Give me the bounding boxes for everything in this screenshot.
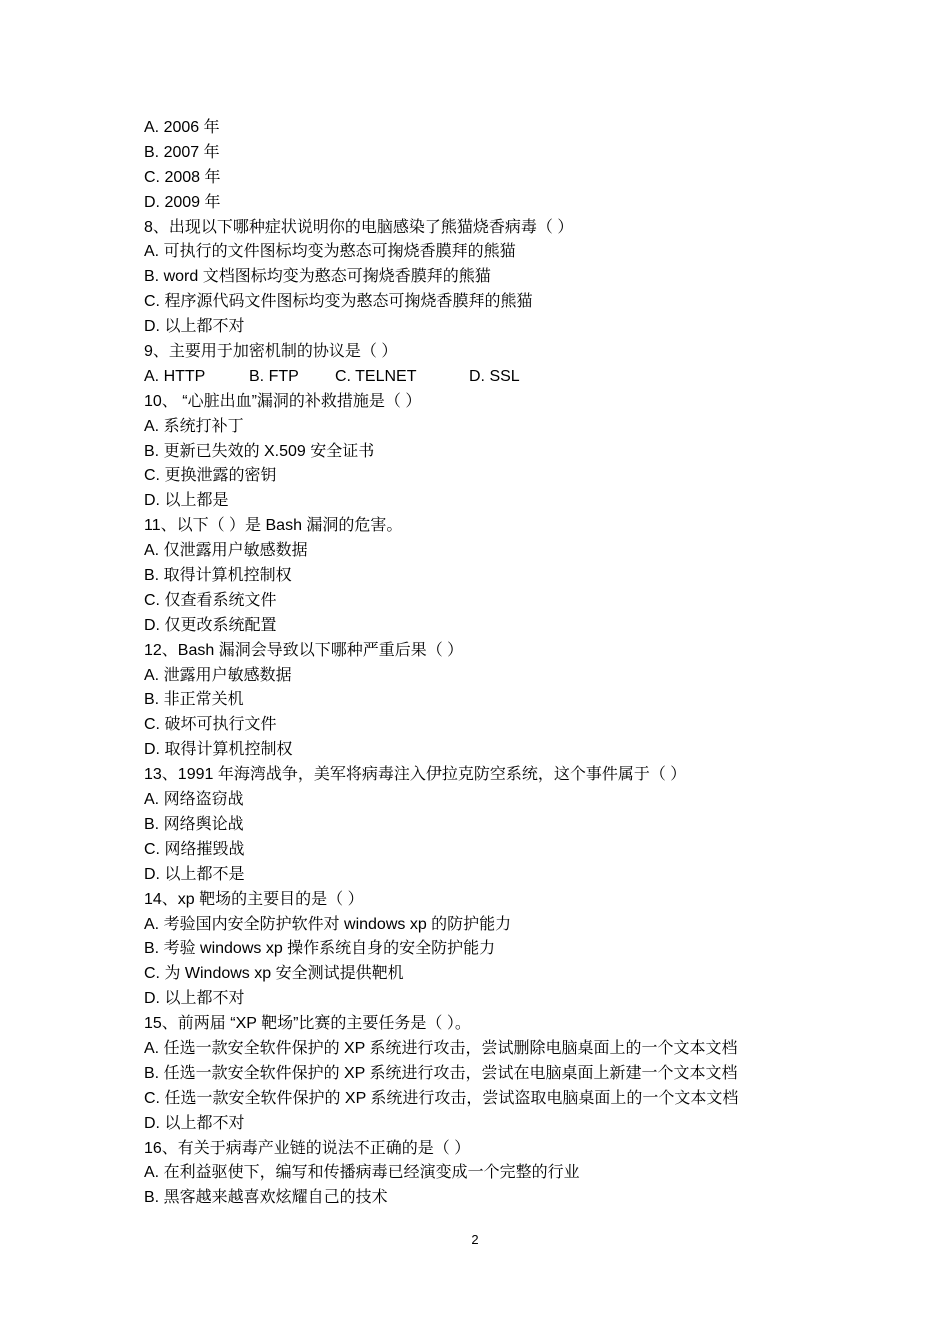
option-text: A. 考验国内安全防护软件对 windows xp 的防护能力 (144, 915, 512, 933)
question-text: 9、主要用于加密机制的协议是（ ） (144, 343, 398, 361)
option-item: A. HTTP (144, 367, 206, 385)
option-text: A. 泄露用户敏感数据 (144, 666, 292, 684)
page-number: 2 (471, 1232, 479, 1247)
option-text: D. 以上都不对 (144, 318, 245, 336)
question-text: 15、前两届 “XP 靶场”比赛的主要任务是（ ）。 (144, 1015, 471, 1033)
option-item: B. FTP (249, 367, 299, 385)
question-text: 12、Bash 漏洞会导致以下哪种严重后果（ ） (144, 641, 464, 659)
option-text: D. 以上都是 (144, 492, 229, 510)
option-text: B. 网络舆论战 (144, 815, 244, 833)
option-text: A. 系统打补丁 (144, 417, 244, 435)
option-text: C. 更换泄露的密钥 (144, 467, 277, 485)
option-text: A. 任选一款安全软件保护的 XP 系统进行攻击，尝试删除电脑桌面上的一个文本文档 (144, 1039, 738, 1057)
option-text: D. 以上都不对 (144, 1114, 245, 1132)
option-text: B. 更新已失效的 X.509 安全证书 (144, 442, 375, 460)
option-row (144, 365, 824, 390)
option-text: D. 以上都不对 (144, 990, 245, 1008)
option-text: B. 2007 年 (144, 143, 220, 161)
option-text: C. 网络摧毁战 (144, 840, 245, 858)
option-text: C. 2008 年 (144, 168, 221, 186)
option-text: A. 2006 年 (144, 119, 220, 136)
option-text: A. 网络盗窃战 (144, 791, 244, 809)
option-text: C. 为 Windows xp 安全测试提供靶机 (144, 965, 404, 983)
option-text: B. 取得计算机控制权 (144, 567, 292, 585)
option-text: B. 黑客越来越喜欢炫耀自己的技术 (144, 1189, 388, 1207)
option-text: B. 考验 windows xp 操作系统自身的安全防护能力 (144, 940, 496, 958)
option-item: D. SSL (469, 367, 520, 385)
option-text: C. 程序源代码文件图标均变为憨态可掬烧香膜拜的熊猫 (144, 293, 533, 311)
option-item: C. TELNET (335, 367, 417, 385)
question-text: 14、xp 靶场的主要目的是（ ） (144, 890, 364, 908)
option-text: C. 任选一款安全软件保护的 XP 系统进行攻击，尝试盗取电脑桌面上的一个文本文档 (144, 1089, 739, 1107)
option-text: B. 非正常关机 (144, 691, 244, 709)
question-text: 13、1991 年海湾战争，美军将病毒注入伊拉克防空系统，这个事件属于（ ） (144, 766, 687, 784)
question-text: 16、有关于病毒产业链的说法不正确的是（ ） (144, 1139, 471, 1157)
option-text: B. 任选一款安全软件保护的 XP 系统进行攻击，尝试在电脑桌面上新建一个文本文档 (144, 1064, 738, 1082)
option-text: B. word 文档图标均变为憨态可掬烧香膜拜的熊猫 (144, 268, 491, 286)
option-text: C. 破坏可执行文件 (144, 716, 277, 734)
question-list (144, 116, 824, 1211)
option-text: D. 仅更改系统配置 (144, 616, 277, 634)
option-text: D. 2009 年 (144, 193, 221, 211)
option-text: A. 在利益驱使下，编写和传播病毒已经演变成一个完整的行业 (144, 1164, 580, 1182)
question-text: 10、 “心脏出血”漏洞的补救措施是（ ） (144, 392, 422, 410)
option-text: D. 取得计算机控制权 (144, 741, 293, 759)
question-text: 11、以下（ ）是 Bash 漏洞的危害。 (144, 517, 403, 535)
option-text: A. 仅泄露用户敏感数据 (144, 542, 308, 560)
option-text: D. 以上都不是 (144, 865, 245, 883)
option-text: A. 可执行的文件图标均变为憨态可掬烧香膜拜的熊猫 (144, 243, 516, 261)
option-text: C. 仅查看系统文件 (144, 591, 277, 609)
question-text: 8、出现以下哪种症状说明你的电脑感染了熊猫烧香病毒（ ） (144, 218, 574, 236)
